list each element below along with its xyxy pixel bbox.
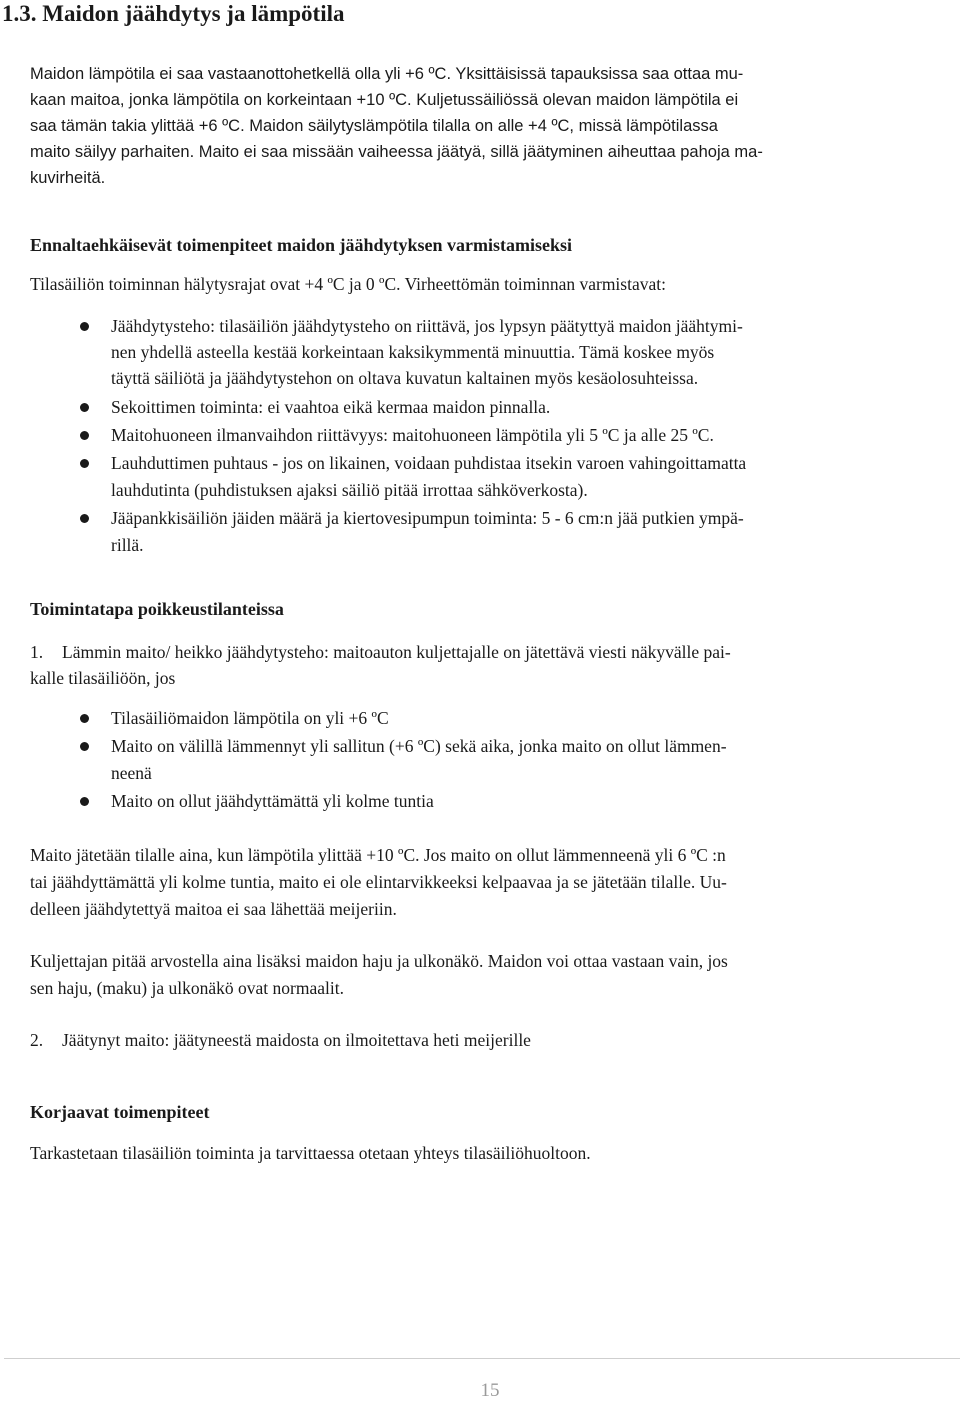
item-number: 2. [30,1030,44,1050]
bullet-icon [80,322,89,331]
paragraph-line: Maito jätetään tilalle aina, kun lämpötila ylittää +10 ºC. Jos maito on ollut lämmenneenä yli 6 ºC :n [30,845,726,865]
bullet-icon [80,742,89,751]
item2-text: Jäätynyt maito: jäätyneestä maidosta on ilmoitettava heti meijerille [62,1030,531,1050]
corrective-text: Tarkastetaan tilasäiliön toiminta ja tarvittaessa otetaan yhteys tilasäiliöhuoltoon. [30,1143,591,1163]
section-heading-exceptions: Toimintatapa poikkeustilanteissa [30,599,284,619]
paragraph-line: sen haju, (maku) ja ulkonäkö ovat normaalit. [30,978,344,998]
list-item: täyttä säiliötä ja jäähdytystehon on oltava kuvatun kaltainen myös kesäolosuhteissa. [111,368,699,388]
intro-line: kaan maitoa, jonka lämpötila on korkeintaan +10 ºC. Kuljetussäiliössä olevan maidon lämpötila ei [30,91,739,109]
list-item: Maito on ollut jäähdyttämättä yli kolme tuntia [111,791,434,811]
list-item: Tilasäiliömaidon lämpötila on yli +6 ºC [111,708,389,728]
list-item: Sekoittimen toiminta: ei vaahtoa eikä kermaa maidon pinnalla. [111,397,551,417]
list-item: lauhdutinta (puhdistuksen ajaksi säiliö pitää irrottaa sähköverkosta). [111,480,588,500]
list-item: rillä. [111,535,144,555]
paragraph-line: tai jäähdyttämättä yli kolme tuntia, maito ei ole elintarvikkeeksi kelpaavaa ja se jätetään tilalle. Uu- [30,872,727,892]
item1-text: kalle tilasäiliöön, jos [30,668,176,688]
bullet-icon [80,797,89,806]
list-item: neenä [111,763,152,783]
intro-line: saa tämän takia ylittää +6 ºC. Maidon säilytyslämpötila tilalla on alle +4 ºC, missä lämpötilassa [30,117,718,135]
list-item: Maitohuoneen ilmanvaihdon riittävyys: maitohuoneen lämpötila yli 5 ºC ja alle 25 ºC. [111,425,714,445]
alarm-limits-text: Tilasäiliön toiminnan hälytysrajat ovat +4 ºC ja 0 ºC. Virheettömän toiminnan varmistavat: [30,274,666,294]
item1-text: Lämmin maito/ heikko jäähdytysteho: maitoauton kuljettajalle on jätettävä viesti näkyvälle pai- [62,642,731,662]
list-item: Jääpankkisäiliön jäiden määrä ja kiertovesipumpun toiminta: 5 - 6 cm:n jää putkien ympä- [111,508,744,528]
list-item: Lauhduttimen puhtaus - jos on likainen, voidaan puhdistaa itsekin varoen vahingoittamatta [111,453,747,473]
paragraph-line: Kuljettajan pitää arvostella aina lisäksi maidon haju ja ulkonäkö. Maidon voi ottaa vastaan vain, jos [30,951,728,971]
footer-divider [4,1358,960,1359]
list-item: Maito on välillä lämmennyt yli sallitun (+6 ºC) sekä aika, jonka maito on ollut lämmen- [111,736,727,756]
bullet-icon [80,431,89,440]
page-number: 15 [480,1380,500,1401]
bullet-icon [80,459,89,468]
intro-line: maito säilyy parhaiten. Maito ei saa missään vaiheessa jäätyä, sillä jäätyminen aiheuttaa pahoja ma- [30,143,763,161]
list-item: nen yhdellä asteella kestää korkeintaan kaksikymmentä minuuttia. Tämä koskee myös [111,342,715,362]
bullet-icon [80,714,89,723]
section-heading-corrective: Korjaavat toimenpiteet [30,1102,210,1122]
intro-line: kuvirheitä. [30,169,106,187]
page-title: 1.3. Maidon jäähdytys ja lämpötila [2,1,345,26]
list-item: Jäähdytysteho: tilasäiliön jäähdytysteho on riittävä, jos lypsyn päätyttyä maidon jäähtymi- [111,316,743,336]
section-heading-prevention: Ennaltaehkäisevät toimenpiteet maidon jäähdytyksen varmistamiseksi [30,235,573,255]
bullet-icon [80,514,89,523]
item-number: 1. [30,642,44,662]
paragraph-line: delleen jäähdytettyä maitoa ei saa lähettää meijeriin. [30,899,397,919]
bullet-icon [80,403,89,412]
intro-line: Maidon lämpötila ei saa vastaanottohetkellä olla yli +6 ºC. Yksittäisissä tapauksissa saa ottaa mu- [30,65,744,83]
